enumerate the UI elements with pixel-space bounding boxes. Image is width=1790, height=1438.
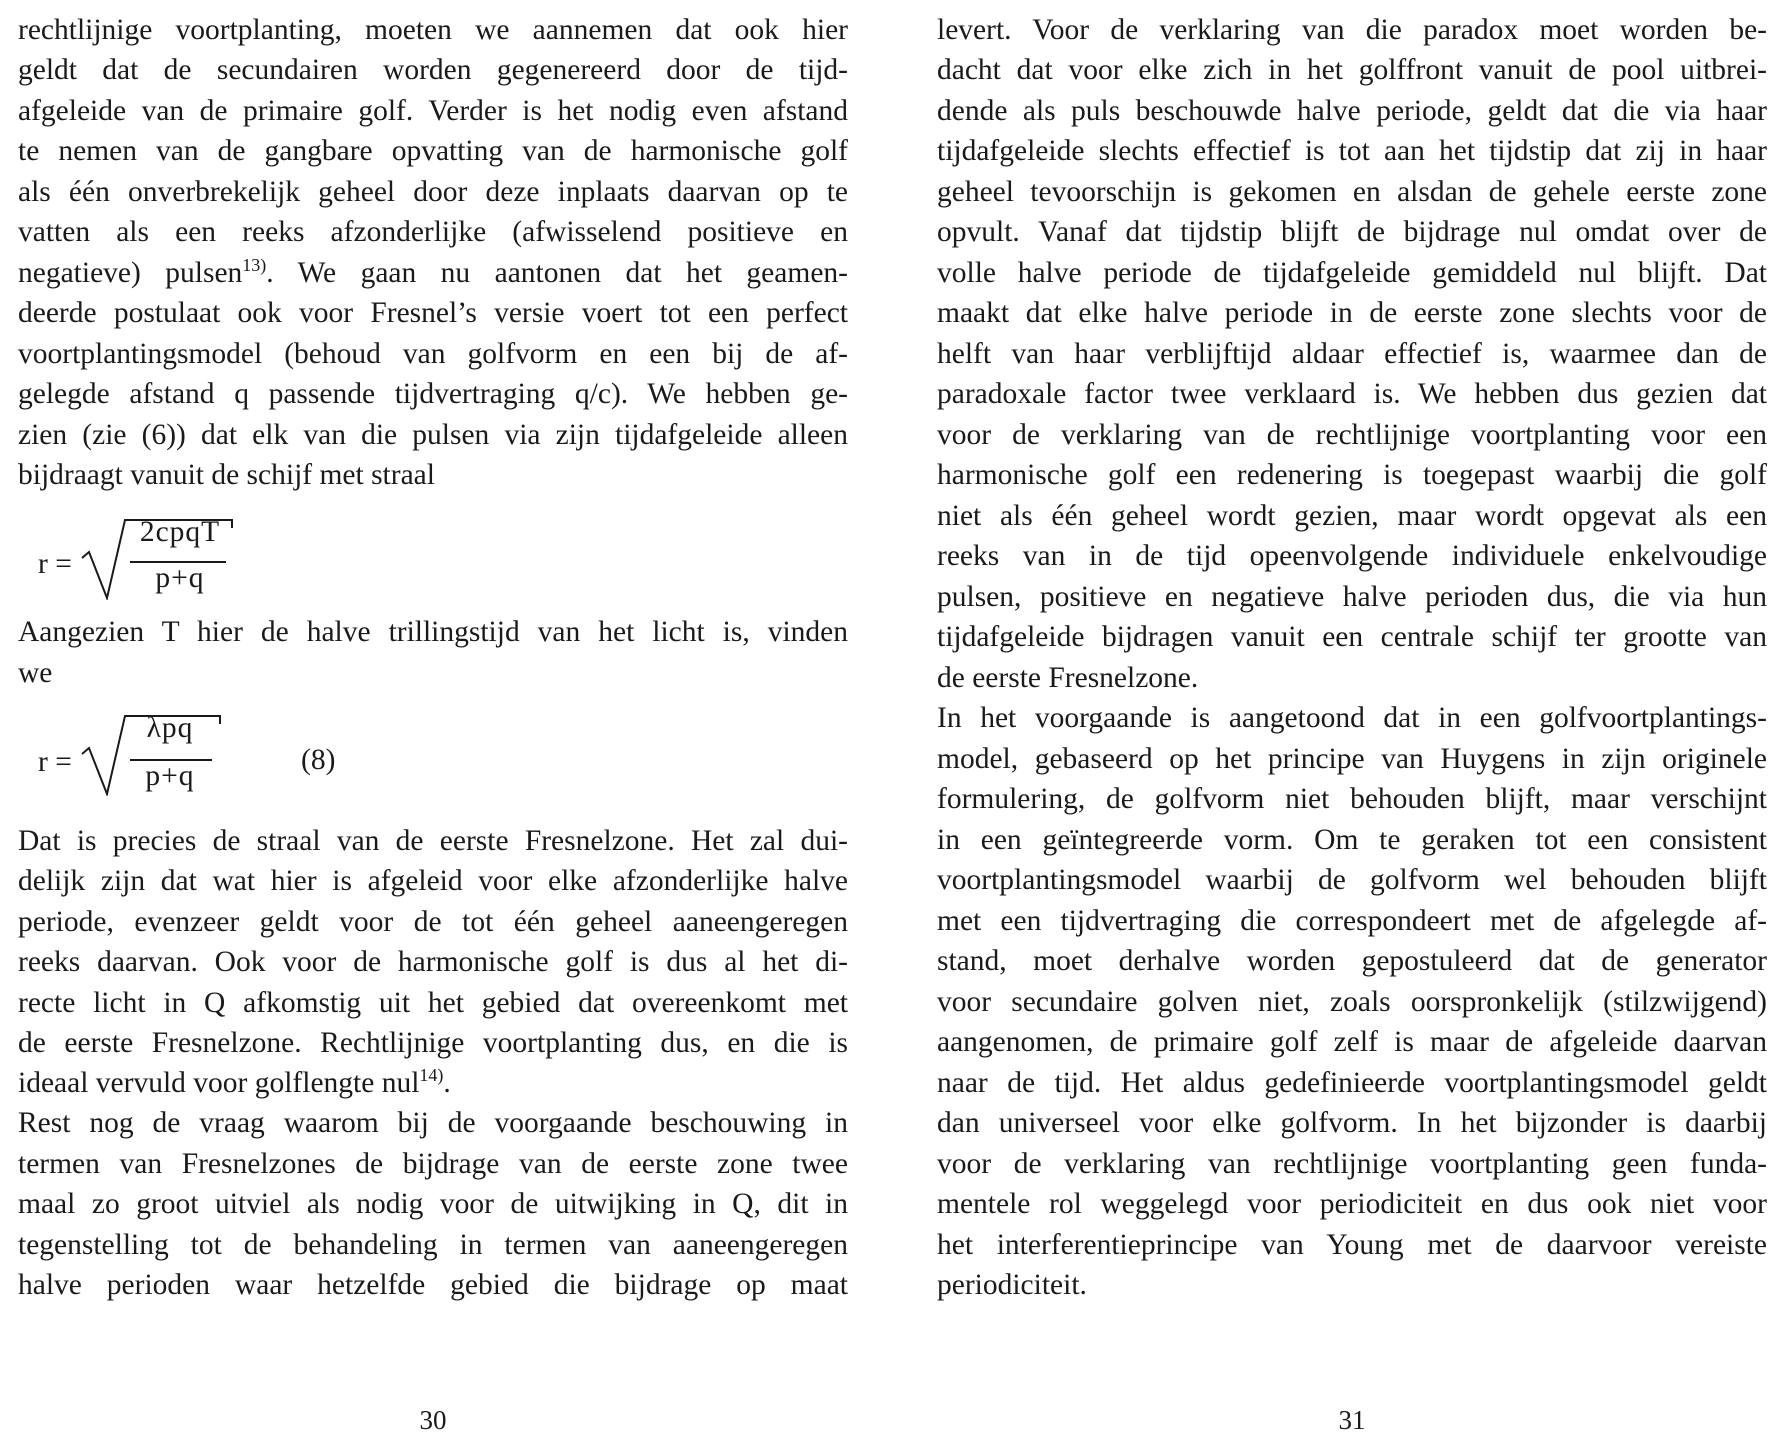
text-line: periodiciteit.: [937, 1269, 1087, 1301]
text: negatieve) pulsen: [18, 257, 243, 289]
text-line: periode, evenzeer geldt voor de tot één geheel aaneengeregen: [18, 906, 848, 938]
text-line: opvult. Vanaf dat tijdstip blijft de bijdrage nul omdat over de: [937, 216, 1767, 248]
text-line: tijdafgeleide slechts effectief is tot aan het tijdstip dat zij in haar: [937, 135, 1767, 167]
text-line: naar de tijd. Het aldus gedefinieerde voortplantingsmodel geldt: [937, 1067, 1767, 1099]
text-line: reeks daarvan. Ook voor de harmonische golf is dus al het di-: [18, 946, 848, 978]
text-line: maal zo groot uitviel als nodig voor de uitwijking in Q, dit in: [18, 1188, 848, 1220]
text-line: in een geïntegreerde vorm. Om te geraken tot een consistent: [937, 824, 1767, 856]
text-line: Aangezien T hier de halve trillingstijd van het licht is, vinden: [18, 616, 848, 648]
text-line: de eerste Fresnelzone. Rechtlijnige voortplanting dus, en die is: [18, 1027, 848, 1059]
text-line: Dat is precies de straal van de eerste Fresnelzone. Het zal dui-: [18, 825, 848, 857]
formula-radius: [18, 510, 318, 605]
formula-denominator: p+q: [155, 562, 205, 594]
text-line: termen van Fresnelzones de bijdrage van de eerste zone twee: [18, 1148, 848, 1180]
text-line: gelegde afstand q passende tijdvertraging q/c). We hebben ge-: [18, 378, 848, 410]
footnote-reference[interactable]: 14): [419, 1065, 444, 1085]
text-line: voor de verklaring van de rechtlijnige voortplanting voor een: [937, 419, 1767, 451]
text-line: de eerste Fresnelzone.: [937, 662, 1199, 694]
text-line: formulering, de golfvorm niet behouden blijft, maar verschijnt: [937, 783, 1767, 815]
text-line: stand, moet derhalve worden gepostuleerd dat de generator: [937, 945, 1767, 977]
text-line: reeks van in de tijd opeenvolgende individuele enkelvoudige: [937, 540, 1767, 572]
text-line: vatten als een reeks afzonderlijke (afwisselend positieve en: [18, 216, 848, 248]
text-line: tegenstelling tot de behandeling in termen van aaneengeregen: [18, 1229, 848, 1261]
formula-lhs: r =: [38, 746, 72, 778]
text-line: paradoxale factor twee verklaard is. We hebben dus gezien dat: [937, 378, 1767, 410]
formula-numerator: 2cpqT: [139, 516, 221, 548]
text-line: pulsen, positieve en negatieve halve perioden dus, die via hun: [937, 581, 1767, 613]
text-line: dan universeel voor elke golfvorm. In het bijzonder is daarbij: [937, 1107, 1767, 1139]
text-line: voortplantingsmodel (behoud van golfvorm en een bij de af-: [18, 338, 848, 370]
text-line: In het voorgaande is aangetoond dat in een golfvoortplantings-: [937, 702, 1767, 734]
text-line: deerde postulaat ook voor Fresnel’s versie voert tot een perfect: [18, 297, 848, 329]
text-line-with-footnote: [18, 253, 848, 293]
text-line: voor secundaire golven niet, zoals oorspronkelijk (stilzwijgend): [937, 986, 1767, 1018]
text: ideaal vervuld voor golflengte nul: [18, 1067, 420, 1099]
equation-number: (8): [301, 744, 336, 776]
text-line: we: [18, 657, 53, 689]
text-line: geheel tevoorschijn is gekomen en alsdan de gehele eerste zone: [937, 176, 1767, 208]
text-line: voor de verklaring van rechtlijnige voortplanting geen funda-: [937, 1148, 1767, 1180]
text-line: levert. Voor de verklaring van die paradox moet worden be-: [937, 14, 1767, 46]
text-line: helft van haar verblijftijd aldaar effectief is, waarmee dan de: [937, 338, 1767, 370]
footnote-reference[interactable]: 13): [242, 255, 267, 275]
text-line: harmonische golf een redenering is toegepast waarbij die golf: [937, 459, 1767, 491]
text-line: tijdafgeleide bijdragen vanuit een centrale schijf ter grootte van: [937, 621, 1767, 653]
formula-fresnel-radius: [18, 708, 418, 803]
formula-numerator: λpq: [146, 712, 194, 744]
text-line: met een tijdvertraging die correspondeert met de afgelegde af-: [937, 905, 1767, 937]
text-line: zien (zie (6)) dat elk van die pulsen via zijn tijdafgeleide alleen: [18, 419, 848, 451]
text-line: rechtlijnige voortplanting, moeten we aannemen dat ook hier: [18, 14, 848, 46]
text-line: afgeleide van de primaire golf. Verder is het nodig even afstand: [18, 95, 848, 127]
text-line: volle halve periode de tijdafgeleide gemiddeld nul blijft. Dat: [937, 257, 1767, 289]
text-line: dende als puls beschouwde halve periode, geldt dat die via haar: [937, 95, 1767, 127]
page-number: 30: [419, 1405, 447, 1435]
left-page: [18, 0, 848, 1438]
text-line: halve perioden waar hetzelfde gebied die bijdrage op maat: [18, 1269, 848, 1301]
text: . We gaan nu aantonen dat het geamen-: [266, 257, 848, 289]
text-line: model, gebaseerd op het principe van Huygens in zijn originele: [937, 743, 1767, 775]
page-number: 31: [1338, 1405, 1366, 1435]
text-line: Rest nog de vraag waarom bij de voorgaande beschouwing in: [18, 1107, 848, 1139]
text-line: geldt dat de secundairen worden gegenereerd door de tijd-: [18, 54, 848, 86]
text-line: delijk zijn dat wat hier is afgeleid voor elke afzonderlijke halve: [18, 865, 848, 897]
text-line: aangenomen, de primaire golf zelf is maar de afgeleide daarvan: [937, 1026, 1767, 1058]
text: .: [443, 1067, 451, 1099]
formula-denominator: p+q: [145, 760, 195, 792]
text-line: als één onverbrekelijk geheel door deze inplaats daarvan op te: [18, 176, 848, 208]
right-page: [937, 0, 1767, 1438]
text-line: maakt dat elke halve periode in de eerste zone slechts voor de: [937, 297, 1767, 329]
formula-lhs: r =: [38, 548, 72, 580]
text-line: voortplantingsmodel waarbij de golfvorm wel behouden blijft: [937, 864, 1767, 896]
text-line: bijdraagt vanuit de schijf met straal: [18, 459, 435, 491]
text-line: het interferentieprincipe van Young met de daarvoor vereiste: [937, 1229, 1767, 1261]
text-line: te nemen van de gangbare opvatting van de harmonische golf: [18, 135, 848, 167]
text-line: niet als één geheel wordt gezien, maar wordt opgevat als een: [937, 500, 1767, 532]
text-line: mentele rol weggelegd voor periodiciteit en dus ook niet voor: [937, 1188, 1767, 1220]
text-line-with-footnote: [18, 1063, 848, 1103]
text-line: dacht dat voor elke zich in het golffront vanuit de pool uitbrei-: [937, 54, 1767, 86]
text-line: recte licht in Q afkomstig uit het gebied dat overeenkomt met: [18, 987, 848, 1019]
